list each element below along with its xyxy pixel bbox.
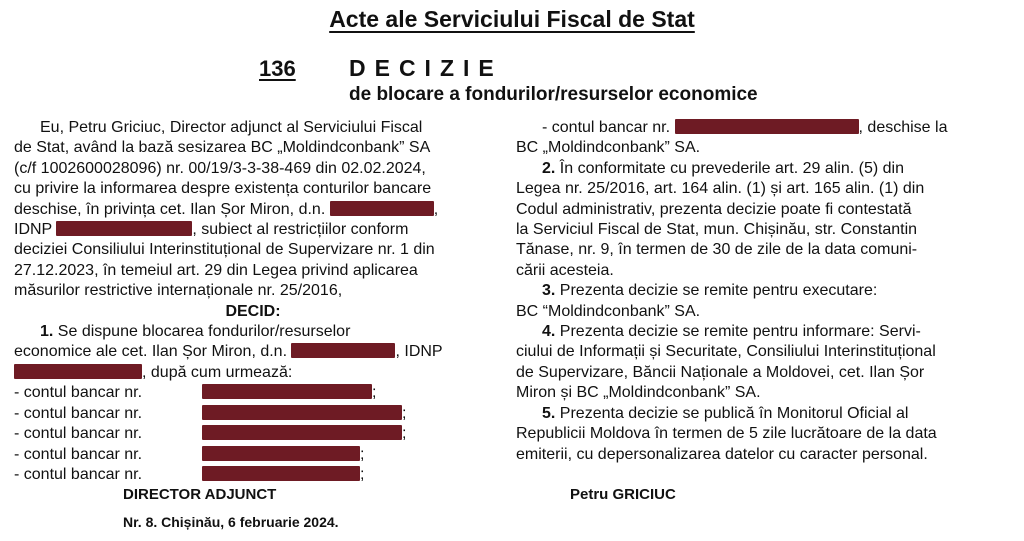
- article-text: Prezenta decizie se remite pentru executare:: [559, 282, 878, 300]
- intro-line: Eu, Petru Griciuc, Director adjunct al Serviciului Fiscal: [40, 119, 423, 136]
- section-title: Acte ale Serviciului Fiscal de Stat: [329, 6, 695, 32]
- redaction-block: [56, 221, 192, 236]
- article-text: Prezenta decizie se publică în Monitorul Oficial al: [559, 404, 909, 422]
- article-3-line: [516, 281, 994, 301]
- redaction-block: [202, 425, 402, 440]
- article-2-line: [516, 159, 994, 179]
- article-4-line: ciului de Informații și Securitate, Consiliului Interinstituțional: [516, 343, 936, 361]
- account-label: - contul bancar nr.: [14, 404, 143, 422]
- account-bank-line: BC „Moldindconbank” SA.: [516, 139, 701, 157]
- article-5-line: Republicii Moldova în termen de 5 zile lucrătoare de la data: [516, 425, 937, 443]
- article-1-line: [14, 322, 492, 342]
- intro-line: măsurilor restrictive internaționale nr. 25/2016,: [14, 282, 343, 300]
- account-line: [14, 465, 492, 485]
- article-5-line: emiterii, cu depersonalizarea datelor cu caracter personal.: [516, 445, 928, 463]
- article-2-line: la Serviciul Fiscal de Stat, mun. Chișinău, str. Constantin: [516, 221, 918, 239]
- account-tail: , deschise la: [858, 119, 948, 136]
- intro-line: [14, 220, 492, 240]
- redaction-block: [14, 364, 142, 379]
- intro-text: , subiect al restricțiilor conform: [192, 221, 409, 239]
- account-label: - contul bancar nr.: [14, 384, 143, 402]
- intro-text: IDNP: [14, 221, 52, 239]
- intro-line: deciziei Consiliului Interinstituțional de Supervizare nr. 1 din: [14, 241, 435, 259]
- decision-heading: DECIZIE: [349, 55, 503, 81]
- intro-line: (c/f 1002600028096) nr. 00/19/3-3-38-469 din 02.02.2024,: [14, 159, 426, 177]
- article-number: 4.: [542, 323, 556, 341]
- account-label: - contul bancar nr.: [542, 119, 671, 136]
- account-line: [516, 118, 994, 138]
- article-2-line: Tănase, nr. 9, în termen de 30 de zile de la data comuni-: [516, 241, 918, 259]
- redaction-block: [330, 201, 434, 216]
- right-column: [516, 118, 994, 465]
- article-4-line: de Supervizare, Băncii Naționale a Moldovei, cet. Ilan Șor: [516, 363, 925, 381]
- redaction-block: [675, 119, 859, 134]
- redaction-block: [202, 405, 402, 420]
- article-4-line: Miron și BC „Moldindconbank” SA.: [516, 384, 761, 402]
- account-end: ;: [360, 465, 365, 483]
- account-label: - contul bancar nr.: [14, 445, 143, 463]
- article-5-line: [516, 404, 994, 424]
- article-text: , IDNP: [395, 343, 443, 361]
- article-text: Se dispune blocarea fondurilor/resurselor: [57, 323, 351, 341]
- decid-heading: DECID:: [225, 302, 281, 320]
- account-line: [14, 383, 492, 403]
- signature-position: DIRECTOR ADJUNCT: [123, 486, 277, 503]
- redaction-block: [202, 384, 372, 399]
- account-label: - contul bancar nr.: [14, 465, 143, 483]
- article-2-line: Codul administrativ, prezenta decizie poate fi contestată: [516, 200, 912, 218]
- signature-name: Petru GRICIUC: [570, 486, 676, 503]
- article-text: Prezenta decizie se remite pentru informare: Servi-: [559, 323, 921, 341]
- account-line: [14, 445, 492, 465]
- account-end: ;: [402, 404, 407, 422]
- account-end: ;: [372, 384, 377, 402]
- article-number: 1.: [40, 323, 54, 341]
- account-label: - contul bancar nr.: [14, 425, 143, 443]
- article-2-line: Legea nr. 25/2016, art. 164 alin. (1) și art. 165 alin. (1) din: [516, 180, 925, 198]
- intro-text: deschise, în privința cet. Ilan Șor Miron, d.n.: [14, 200, 326, 218]
- article-2-line: cării acesteia.: [516, 261, 614, 279]
- account-line: [14, 424, 492, 444]
- redaction-block: [202, 446, 360, 461]
- redaction-block: [202, 466, 360, 481]
- article-number: 3.: [542, 282, 556, 300]
- article-4-line: [516, 322, 994, 342]
- article-3-line: BC “Moldindconbank” SA.: [516, 302, 701, 320]
- account-end: ;: [402, 425, 407, 443]
- intro-line: deschise, în privința cet. Ilan Șor Miron, d.n. ,: [14, 200, 439, 218]
- article-text: economice ale cet. Ilan Șor Miron, d.n.: [14, 343, 288, 361]
- intro-line: de Stat, având la bază sesizarea BC „Moldindconbank” SA: [14, 139, 431, 157]
- decision-subtitle: de blocare a fondurilor/resurselor economice: [349, 84, 758, 105]
- redaction-block: [291, 343, 395, 358]
- article-number: 2.: [542, 159, 556, 177]
- act-number: 136: [259, 56, 296, 81]
- intro-line: cu privire la informarea despre existența conturilor bancare: [14, 180, 432, 198]
- article-1-line: [14, 342, 492, 362]
- article-1-line: [14, 363, 492, 383]
- left-column: [14, 118, 492, 485]
- issue-footer: Nr. 8. Chișinău, 6 februarie 2024.: [123, 514, 339, 530]
- article-text: , după cum urmează:: [142, 363, 293, 381]
- account-line: [14, 404, 492, 424]
- intro-line: 27.12.2023, în temeiul art. 29 din Legea privind aplicarea: [14, 261, 418, 279]
- account-end: ;: [360, 445, 365, 463]
- article-text: În conformitate cu prevederile art. 29 alin. (5) din: [559, 159, 904, 177]
- article-number: 5.: [542, 404, 556, 422]
